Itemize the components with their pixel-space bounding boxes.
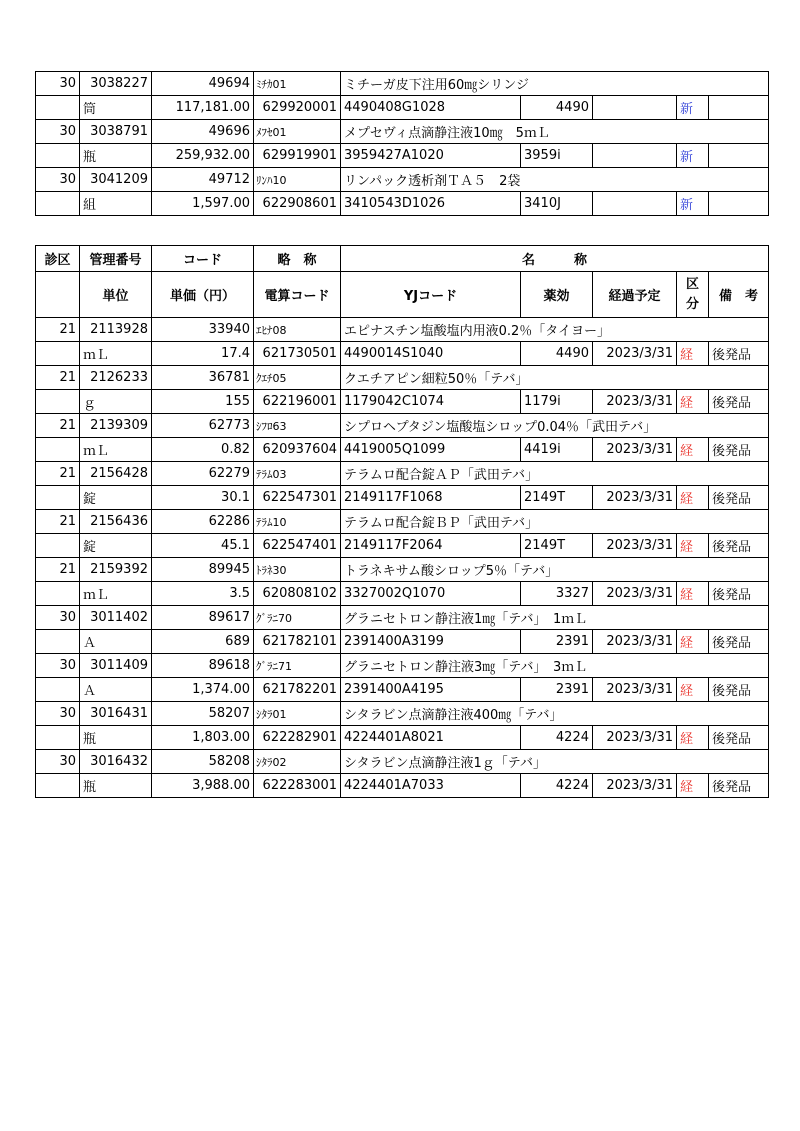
ryakusho-cell: ﾐﾁｶ01 [254,72,341,96]
kanri-cell: 2156428 [80,462,152,486]
record-detail-row [36,144,769,168]
tanka-cell: 1,597.00 [152,192,254,216]
densan-cell: 622282901 [254,726,341,750]
tani-cell: Ａ [80,678,152,702]
code-cell: 49712 [152,168,254,192]
header-kubun: 区分 [677,272,709,318]
yj-cell: 4419005Q1099 [341,438,521,462]
keika-cell: 2023/3/31 [593,342,677,366]
tanka-cell: 30.1 [152,486,254,510]
tani-cell: 瓶 [80,774,152,798]
blank-cell [36,630,80,654]
ryakusho-cell: ﾘﾝﾊ10 [254,168,341,192]
record-detail-row [36,192,769,216]
yj-cell: 4490014S1040 [341,342,521,366]
tanka-cell: 155 [152,390,254,414]
yakko-cell: 4224 [521,774,593,798]
tanka-cell: 259,932.00 [152,144,254,168]
ryakusho-cell: ｼﾀﾗ02 [254,750,341,774]
meisho-cell: テラムロ配合錠ＢＰ「武田テバ」 [341,510,769,534]
densan-cell: 621730501 [254,342,341,366]
kubun-badge: 経 [677,534,709,558]
shinku-cell: 21 [36,510,80,534]
biko-cell: 後発品 [709,726,769,750]
tanka-cell: 0.82 [152,438,254,462]
record-name-row [36,120,769,144]
blank-cell [36,534,80,558]
densan-cell: 621782201 [254,678,341,702]
tani-cell: Ａ [80,630,152,654]
header-yakko: 薬効 [521,272,593,318]
densan-cell: 629919901 [254,144,341,168]
tani-cell: 筒 [80,96,152,120]
yj-cell: 4490408G1028 [341,96,521,120]
blank-cell [36,96,80,120]
blank-cell [36,774,80,798]
ryakusho-cell: ｸﾞﾗﾆ70 [254,606,341,630]
tani-cell: ｍＬ [80,438,152,462]
code-cell: 89945 [152,558,254,582]
blank-cell [36,726,80,750]
record-name-row [36,462,769,486]
tanka-cell: 17.4 [152,342,254,366]
biko-cell: 後発品 [709,630,769,654]
kubun-badge: 経 [677,486,709,510]
kanri-cell: 2156436 [80,510,152,534]
yj-cell: 2149117F2064 [341,534,521,558]
tani-cell: ｍＬ [80,342,152,366]
record-detail-row [36,582,769,606]
yj-cell: 4224401A8021 [341,726,521,750]
tani-cell: 組 [80,192,152,216]
kanri-cell: 3011402 [80,606,152,630]
tani-cell: 瓶 [80,144,152,168]
header-yj: YJコード [341,272,521,318]
biko-cell: 後発品 [709,582,769,606]
record-name-row [36,318,769,342]
yj-cell: 4224401A7033 [341,774,521,798]
top-table-body [36,72,769,216]
record-detail-row [36,534,769,558]
shinku-cell: 21 [36,414,80,438]
meisho-cell: テラムロ配合錠ＡＰ「武田テバ」 [341,462,769,486]
code-cell: 36781 [152,366,254,390]
record-detail-row [36,96,769,120]
shinku-cell: 30 [36,702,80,726]
tanka-cell: 45.1 [152,534,254,558]
yj-cell: 3410543D1026 [341,192,521,216]
densan-cell: 622908601 [254,192,341,216]
yakko-cell: 2149T [521,486,593,510]
header-tanka: 単価（円） [152,272,254,318]
kanri-cell: 2139309 [80,414,152,438]
code-cell: 62279 [152,462,254,486]
kubun-badge: 新 [677,144,709,168]
yj-cell: 3959427A1020 [341,144,521,168]
yj-cell: 1179042C1074 [341,390,521,414]
yj-cell: 2391400A3199 [341,630,521,654]
table-header [36,246,769,318]
densan-cell: 629920001 [254,96,341,120]
biko-cell [709,192,769,216]
record-detail-row [36,342,769,366]
kubun-badge: 経 [677,582,709,606]
yakko-cell: 4490 [521,342,593,366]
yakko-cell: 4490 [521,96,593,120]
shinku-cell: 30 [36,750,80,774]
meisho-cell: クエチアピン細粒50％「テバ」 [341,366,769,390]
code-cell: 62286 [152,510,254,534]
record-detail-row [36,678,769,702]
shinku-cell: 30 [36,168,80,192]
densan-cell: 620808102 [254,582,341,606]
blank-cell [36,438,80,462]
ryakusho-cell: ｼﾀﾗ01 [254,702,341,726]
densan-cell: 622283001 [254,774,341,798]
yakko-cell: 2149T [521,534,593,558]
record-name-row [36,414,769,438]
ryakusho-cell: ﾒﾌｾ01 [254,120,341,144]
record-detail-row [36,438,769,462]
blank-cell [36,144,80,168]
header-tani: 単位 [80,272,152,318]
record-name-row [36,750,769,774]
keika-cell: 2023/3/31 [593,582,677,606]
top-drug-table [35,71,769,216]
yakko-cell: 3410J [521,192,593,216]
main-table-body [36,318,769,798]
tanka-cell: 3,988.00 [152,774,254,798]
code-cell: 89617 [152,606,254,630]
record-name-row [36,654,769,678]
header-meisho: 名 称 [341,246,769,272]
densan-cell: 622547301 [254,486,341,510]
tanka-cell: 1,803.00 [152,726,254,750]
header-biko: 備 考 [709,272,769,318]
kubun-badge: 経 [677,438,709,462]
record-detail-row [36,486,769,510]
keika-cell: 2023/3/31 [593,774,677,798]
meisho-cell: シタラビン点滴静注液400㎎「テバ」 [341,702,769,726]
kubun-badge: 経 [677,678,709,702]
biko-cell [709,144,769,168]
biko-cell: 後発品 [709,438,769,462]
meisho-cell: リンパック透析剤ＴＡ５ 2袋 [341,168,769,192]
record-detail-row [36,774,769,798]
keika-cell: 2023/3/31 [593,438,677,462]
keika-cell [593,144,677,168]
biko-cell: 後発品 [709,486,769,510]
header-code: コード [152,246,254,272]
tani-cell: ｇ [80,390,152,414]
keika-cell: 2023/3/31 [593,534,677,558]
biko-cell: 後発品 [709,534,769,558]
record-detail-row [36,390,769,414]
meisho-cell: トラネキサム酸シロップ5％「テバ」 [341,558,769,582]
main-drug-table [35,245,769,798]
meisho-cell: シタラビン点滴静注液1ｇ「テバ」 [341,750,769,774]
shinku-cell: 30 [36,120,80,144]
record-name-row [36,168,769,192]
blank-cell [36,678,80,702]
ryakusho-cell: ﾃﾗﾑ10 [254,510,341,534]
ryakusho-cell: ﾄﾗﾈ30 [254,558,341,582]
code-cell: 89618 [152,654,254,678]
record-name-row [36,558,769,582]
record-detail-row [36,630,769,654]
shinku-cell: 30 [36,606,80,630]
blank-cell [36,342,80,366]
yj-cell: 2391400A4195 [341,678,521,702]
kanri-cell: 2126233 [80,366,152,390]
keika-cell: 2023/3/31 [593,390,677,414]
ryakusho-cell: ｸｴﾁ05 [254,366,341,390]
kanri-cell: 2113928 [80,318,152,342]
kubun-badge: 経 [677,726,709,750]
shinku-cell: 21 [36,462,80,486]
densan-cell: 622547401 [254,534,341,558]
tanka-cell: 3.5 [152,582,254,606]
blank-cell [36,390,80,414]
tani-cell: 錠 [80,486,152,510]
yakko-cell: 3959i [521,144,593,168]
meisho-cell: グラニセトロン静注液1㎎「テバ」 1ｍＬ [341,606,769,630]
kanri-cell: 2159392 [80,558,152,582]
yakko-cell: 2391 [521,630,593,654]
kanri-cell: 3038791 [80,120,152,144]
shinku-cell: 30 [36,72,80,96]
blank-cell [36,486,80,510]
biko-cell: 後発品 [709,774,769,798]
record-name-row [36,702,769,726]
record-detail-row [36,726,769,750]
meisho-cell: エピナスチン塩酸塩内用液0.2％「タイヨー」 [341,318,769,342]
yakko-cell: 4224 [521,726,593,750]
tani-cell: ｍＬ [80,582,152,606]
keika-cell [593,192,677,216]
tanka-cell: 689 [152,630,254,654]
code-cell: 58208 [152,750,254,774]
shinku-cell: 21 [36,558,80,582]
kubun-badge: 経 [677,390,709,414]
densan-cell: 621782101 [254,630,341,654]
shinku-cell: 30 [36,654,80,678]
meisho-cell: メプセヴィ点滴静注液10㎎ 5ｍＬ [341,120,769,144]
yakko-cell: 2391 [521,678,593,702]
kubun-badge: 経 [677,630,709,654]
blank-cell [36,192,80,216]
tanka-cell: 117,181.00 [152,96,254,120]
yj-cell: 3327002Q1070 [341,582,521,606]
header-keika: 経過予定 [593,272,677,318]
record-name-row [36,72,769,96]
biko-cell [709,96,769,120]
shinku-cell: 21 [36,366,80,390]
kanri-cell: 3016432 [80,750,152,774]
kubun-badge: 経 [677,774,709,798]
record-name-row [36,510,769,534]
kubun-badge: 新 [677,96,709,120]
yakko-cell: 4419i [521,438,593,462]
tanka-cell: 1,374.00 [152,678,254,702]
code-cell: 49694 [152,72,254,96]
ryakusho-cell: ｼﾌﾛ63 [254,414,341,438]
densan-cell: 622196001 [254,390,341,414]
header-shinku: 診区 [36,246,80,272]
keika-cell: 2023/3/31 [593,726,677,750]
ryakusho-cell: ﾃﾗﾑ03 [254,462,341,486]
ryakusho-cell: ｴﾋﾅ08 [254,318,341,342]
shinku-cell: 21 [36,318,80,342]
ryakusho-cell: ｸﾞﾗﾆ71 [254,654,341,678]
code-cell: 62773 [152,414,254,438]
biko-cell: 後発品 [709,342,769,366]
meisho-cell: シプロヘプタジン塩酸塩シロップ0.04％「武田テバ」 [341,414,769,438]
record-name-row [36,606,769,630]
code-cell: 49696 [152,120,254,144]
kubun-badge: 新 [677,192,709,216]
densan-cell: 620937604 [254,438,341,462]
header-densan: 電算コード [254,272,341,318]
header-empty [36,272,80,318]
biko-cell: 後発品 [709,678,769,702]
yj-cell: 2149117F1068 [341,486,521,510]
code-cell: 58207 [152,702,254,726]
kanri-cell: 3038227 [80,72,152,96]
kanri-cell: 3016431 [80,702,152,726]
kanri-cell: 3041209 [80,168,152,192]
meisho-cell: グラニセトロン静注液3㎎「テバ」 3ｍＬ [341,654,769,678]
header-kanri: 管理番号 [80,246,152,272]
header-ryakusho: 略 称 [254,246,341,272]
kanri-cell: 3011409 [80,654,152,678]
keika-cell: 2023/3/31 [593,486,677,510]
keika-cell [593,96,677,120]
yakko-cell: 3327 [521,582,593,606]
code-cell: 33940 [152,318,254,342]
blank-cell [36,582,80,606]
keika-cell: 2023/3/31 [593,678,677,702]
tani-cell: 錠 [80,534,152,558]
keika-cell: 2023/3/31 [593,630,677,654]
record-name-row [36,366,769,390]
meisho-cell: ミチーガ皮下注用60㎎シリンジ [341,72,769,96]
biko-cell: 後発品 [709,390,769,414]
kubun-badge: 経 [677,342,709,366]
tani-cell: 瓶 [80,726,152,750]
yakko-cell: 1179i [521,390,593,414]
